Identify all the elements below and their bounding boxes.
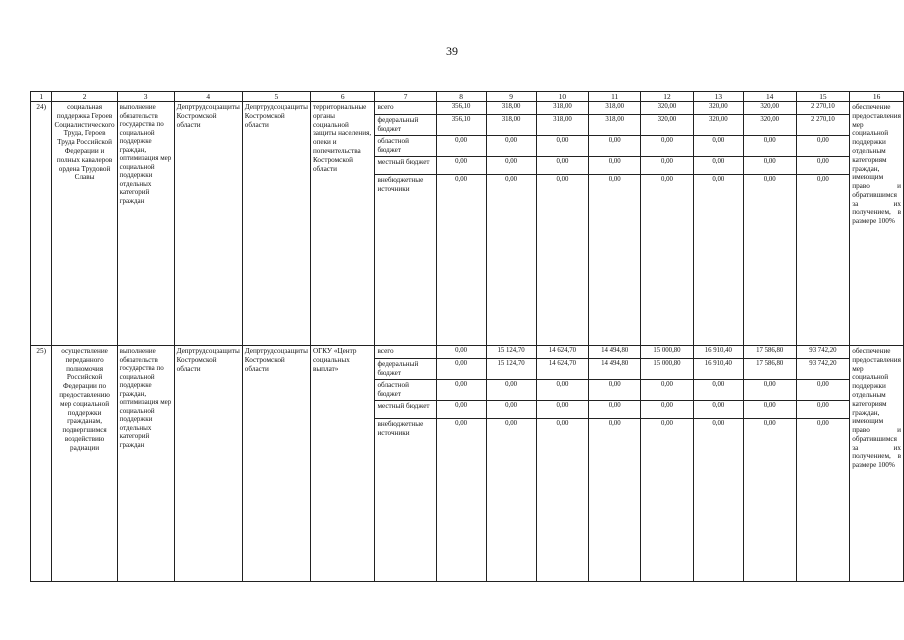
amount-cell: 0,00	[641, 175, 694, 346]
header-cell: 11	[589, 92, 641, 102]
amount-cell: 0,00	[589, 380, 641, 401]
measure-purpose: выполнение обязательств государства по социальной поддержке граждан, оптимизация мер социальной поддержки отдельных категорий граждан	[117, 102, 174, 346]
amount-cell: 0,00	[436, 346, 486, 359]
amount-cell: 17 586,80	[743, 359, 796, 380]
amount-cell: 0,00	[641, 157, 694, 175]
amount-cell: 320,00	[743, 115, 796, 136]
amount-cell: 0,00	[589, 401, 641, 419]
amount-cell: 0,00	[641, 136, 694, 157]
amount-cell: 0,00	[436, 136, 486, 157]
executor-cell: ОГКУ «Центр социальных выплат»	[310, 346, 375, 582]
amount-cell: 0,00	[743, 175, 796, 346]
amount-cell: 0,00	[589, 157, 641, 175]
amount-cell: 0,00	[796, 401, 850, 419]
amount-cell: 0,00	[693, 380, 743, 401]
header-cell: 10	[536, 92, 589, 102]
header-cell: 1	[31, 92, 52, 102]
funding-source: внебюджетные источники	[375, 175, 436, 346]
amount-cell: 14 624,70	[536, 359, 589, 380]
amount-cell: 93 742,20	[796, 359, 850, 380]
amount-cell: 0,00	[641, 419, 694, 582]
amount-cell: 14 494,80	[589, 346, 641, 359]
amount-cell: 318,00	[589, 102, 641, 115]
funding-source: внебюджетные источники	[375, 419, 436, 582]
executor-cell: территориальные органы социальной защиты населения, опеки и попечительства Костромской области	[310, 102, 375, 346]
amount-cell: 0,00	[486, 157, 536, 175]
amount-cell: 93 742,20	[796, 346, 850, 359]
amount-cell: 0,00	[693, 419, 743, 582]
amount-cell: 320,00	[743, 102, 796, 115]
amount-cell: 0,00	[536, 380, 589, 401]
amount-cell: 0,00	[693, 175, 743, 346]
amount-cell: 320,00	[641, 102, 694, 115]
amount-cell: 320,00	[641, 115, 694, 136]
amount-cell: 14 624,70	[536, 346, 589, 359]
amount-cell: 15 124,70	[486, 346, 536, 359]
measure-name: социальная поддержка Героев Социалистического Труда, Героев Труда Российской Федерации и полных кавалеров ордена Трудовой Славы	[52, 102, 117, 346]
header-cell: 5	[242, 92, 310, 102]
amount-cell: 320,00	[693, 102, 743, 115]
amount-cell: 0,00	[743, 401, 796, 419]
amount-cell: 0,00	[486, 380, 536, 401]
header-cell: 3	[117, 92, 174, 102]
funding-source: местный бюджет	[375, 157, 436, 175]
amount-cell: 0,00	[693, 136, 743, 157]
page-number: 39	[446, 44, 458, 58]
row-number: 24)	[31, 102, 52, 346]
measure-purpose: выполнение обязательств государства по социальной поддержке граждан, оптимизация мер социальной поддержки отдельных категорий граждан	[117, 346, 174, 582]
amount-cell: 0,00	[436, 157, 486, 175]
amount-cell: 318,00	[536, 115, 589, 136]
amount-cell: 0,00	[536, 419, 589, 582]
amount-cell: 0,00	[486, 419, 536, 582]
amount-cell: 0,00	[589, 175, 641, 346]
amount-cell: 0,00	[536, 175, 589, 346]
amount-cell: 318,00	[486, 115, 536, 136]
amount-cell: 0,00	[436, 359, 486, 380]
amount-cell: 0,00	[436, 401, 486, 419]
amount-cell: 0,00	[743, 380, 796, 401]
amount-cell: 0,00	[589, 136, 641, 157]
amount-cell: 2 270,10	[796, 102, 850, 115]
expected-result: обеспечение предоставления мер социальной поддержки отдельным категориям граждан, имеющим право и обратившимся за их получением, в размере 100%	[850, 102, 904, 346]
amount-cell: 318,00	[486, 102, 536, 115]
header-cell: 2	[52, 92, 117, 102]
header-cell: 8	[436, 92, 486, 102]
amount-cell: 0,00	[436, 175, 486, 346]
customer-cell: Депртрудсоцзащиты Костромской области	[174, 102, 242, 346]
amount-cell: 0,00	[536, 157, 589, 175]
measure-name: осуществление переданного полномочия Российской Федерации по предоставлению мер социальной поддержки гражданам, подвергшимся воздействию радиации	[52, 346, 117, 582]
header-cell: 6	[310, 92, 375, 102]
amount-cell: 0,00	[743, 157, 796, 175]
amount-cell: 318,00	[589, 115, 641, 136]
amount-cell: 0,00	[641, 380, 694, 401]
coordinator-cell: Депртрудсоцзащиты Костромской области	[242, 346, 310, 582]
coordinator-cell: Депртрудсоцзащиты Костромской области	[242, 102, 310, 346]
amount-cell: 2 270,10	[796, 115, 850, 136]
amount-cell: 0,00	[436, 380, 486, 401]
table-row	[31, 102, 904, 115]
amount-cell: 0,00	[486, 136, 536, 157]
amount-cell: 0,00	[743, 419, 796, 582]
amount-cell: 0,00	[641, 401, 694, 419]
customer-cell: Депртрудсоцзащиты Костромской области	[174, 346, 242, 582]
amount-cell: 356,10	[436, 102, 486, 115]
header-cell: 13	[693, 92, 743, 102]
amount-cell: 356,10	[436, 115, 486, 136]
amount-cell: 16 910,40	[693, 359, 743, 380]
header-cell: 9	[486, 92, 536, 102]
table-row	[31, 346, 904, 359]
header-cell: 14	[743, 92, 796, 102]
amount-cell: 320,00	[693, 115, 743, 136]
amount-cell: 318,00	[536, 102, 589, 115]
funding-source: областной бюджет	[375, 380, 436, 401]
amount-cell: 0,00	[796, 419, 850, 582]
amount-cell: 0,00	[743, 136, 796, 157]
amount-cell: 17 586,80	[743, 346, 796, 359]
funding-source: областной бюджет	[375, 136, 436, 157]
amount-cell: 0,00	[486, 401, 536, 419]
funding-source: всего	[375, 346, 436, 359]
amount-cell: 0,00	[486, 175, 536, 346]
header-cell: 4	[174, 92, 242, 102]
amount-cell: 0,00	[536, 136, 589, 157]
amount-cell: 0,00	[693, 157, 743, 175]
program-table	[30, 91, 904, 582]
funding-source: федеральный бюджет	[375, 359, 436, 380]
amount-cell: 14 494,80	[589, 359, 641, 380]
amount-cell: 0,00	[796, 380, 850, 401]
funding-source: всего	[375, 102, 436, 115]
header-cell: 7	[375, 92, 436, 102]
amount-cell: 0,00	[536, 401, 589, 419]
amount-cell: 16 910,40	[693, 346, 743, 359]
amount-cell: 0,00	[796, 157, 850, 175]
amount-cell: 15 000,80	[641, 359, 694, 380]
expected-result: обеспечение предоставления мер социальной поддержки отдельным категориям граждан, имеющим право и обратившимся за их получением, в размере 100%	[850, 346, 904, 582]
header-cell: 16	[850, 92, 904, 102]
amount-cell: 0,00	[693, 401, 743, 419]
header-cell: 15	[796, 92, 850, 102]
header-row	[31, 92, 904, 102]
amount-cell: 15 000,80	[641, 346, 694, 359]
amount-cell: 0,00	[796, 175, 850, 346]
amount-cell: 15 124,70	[486, 359, 536, 380]
row-number: 25)	[31, 346, 52, 582]
amount-cell: 0,00	[436, 419, 486, 582]
header-cell: 12	[641, 92, 694, 102]
funding-source: федеральный бюджет	[375, 115, 436, 136]
amount-cell: 0,00	[589, 419, 641, 582]
amount-cell: 0,00	[796, 136, 850, 157]
funding-source: местный бюджет	[375, 401, 436, 419]
